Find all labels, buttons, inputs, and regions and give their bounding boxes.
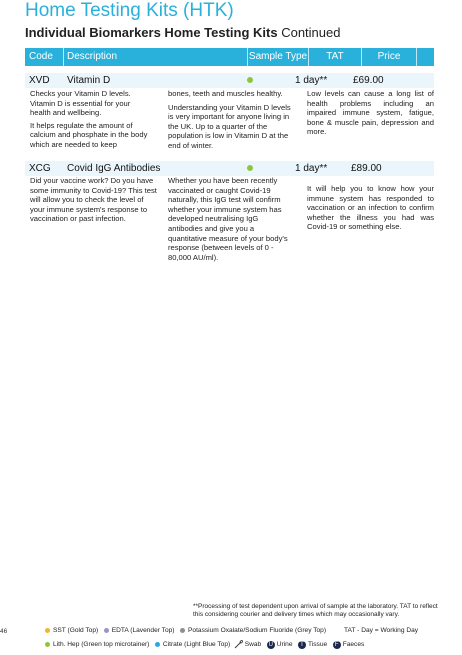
legend-potassium (180, 627, 326, 634)
urine-icon: U (268, 641, 273, 648)
description-paragraph: It helps regulate the amount of calcium and phosphate in the body which are needed to keep (30, 120, 148, 149)
legend-faeces (333, 641, 365, 648)
edta-dot-icon (104, 628, 109, 633)
test-code: XCG (29, 163, 51, 174)
description-paragraph: Checks your Vitamin D levels. Vitamin D is essential for your health and wellbeing. (30, 89, 131, 118)
legend-label: Citrate (Light Blue Top) (162, 641, 231, 649)
legend-label: Potassium Oxalate/Sodium Fluoride (Grey Top) (188, 627, 327, 634)
lithium-dot-icon (45, 642, 50, 647)
tissue-icon: T (298, 641, 306, 649)
test-price: £69.00 (353, 75, 384, 86)
description-col-3: It will help you to know how your immune system has responded to vaccination or an infection to confirm whether the illness you had was Covid-19 or something else. (307, 184, 434, 232)
page-title: Home Testing Kits (HTK) (25, 0, 234, 21)
processing-note: **Processing of test dependent upon arrival of sample at the laboratory. TAT to reflect this considering courier and delivery times which may occasionally vary. (193, 603, 438, 618)
sample-type-dot (247, 165, 253, 171)
legend-citrate (155, 641, 230, 648)
column-header-description: Description (63, 48, 248, 66)
test-name: Covid IgG Antibodies (67, 163, 161, 174)
legend-label: SST (Gold Top) (53, 627, 99, 634)
table-row (25, 73, 434, 88)
page-number: 46 (0, 628, 8, 635)
legend-lithium (45, 641, 149, 648)
legend-urine (267, 641, 293, 648)
faeces-icon: F (333, 641, 341, 649)
column-header-code: Code (25, 48, 64, 66)
test-tat: 1 day** (295, 75, 328, 86)
test-code: XVD (29, 75, 50, 86)
column-header-tat: TAT (309, 48, 362, 66)
description-col-2 (168, 89, 293, 151)
section-subtitle (25, 25, 340, 40)
description-col-3: Low levels can cause a long list of health problems including an impaired immune system, fatigue, bone & muscle pain, depression and more. (307, 89, 434, 137)
legend-label: Lith. Hep (Green top microtainer) (53, 641, 150, 649)
legend-label: EDTA (Lavender Top) (111, 627, 175, 634)
legend-swab (234, 641, 261, 648)
table-row (25, 161, 434, 176)
legend-label: Swab (244, 641, 262, 649)
subtitle-continued: Continued (277, 25, 341, 40)
subtitle-bold: Individual Biomarkers Home Testing Kits (25, 25, 278, 40)
test-tat: 1 day** (295, 163, 328, 174)
column-header-sample-type: Sample Type (248, 48, 309, 66)
description-paragraph: bones, teeth and muscles healthy. (168, 89, 283, 98)
description-col-2: Whether you have been recently vaccinated or caught Covid-19 naturally, this IgG test will confirm whether your immune system has developed neutralising IgG antibodies and give you a quantitative measure of your body's response (between levels of 0 - 80,000 AU/ml). (168, 176, 288, 262)
legend-tissue (298, 641, 327, 648)
legend-sst (45, 627, 98, 634)
sample-type-dot (247, 77, 253, 83)
sample-legend-row-2 (45, 640, 364, 649)
description-col-1 (30, 89, 152, 150)
sample-legend-row-1 (45, 626, 326, 635)
column-header-price: Price (362, 48, 417, 66)
legend-tat: TAT - Day = Working Day (344, 627, 419, 634)
sst-dot-icon (45, 628, 50, 633)
legend-label: Faeces (342, 641, 365, 649)
legend-label: Tissue (308, 641, 328, 649)
description-paragraph: Understanding your Vitamin D levels is very important for anyone living in the UK. Up to a quarter of the population is low in Vitamin D at the end of winter. (168, 102, 291, 150)
potassium-dot-icon (180, 628, 185, 633)
legend-label: Urine (276, 641, 293, 649)
table-header (25, 48, 434, 66)
legend-edta (104, 627, 175, 634)
description-col-1: Did your vaccine work? Do you have some immunity to Covid-19? This test will allow you to check the level of your immune system's response to vaccination or past infection. (30, 176, 157, 224)
test-name: Vitamin D (67, 75, 111, 86)
swab-icon (234, 640, 243, 649)
test-price: £89.00 (351, 163, 382, 174)
citrate-dot-icon (155, 642, 160, 647)
